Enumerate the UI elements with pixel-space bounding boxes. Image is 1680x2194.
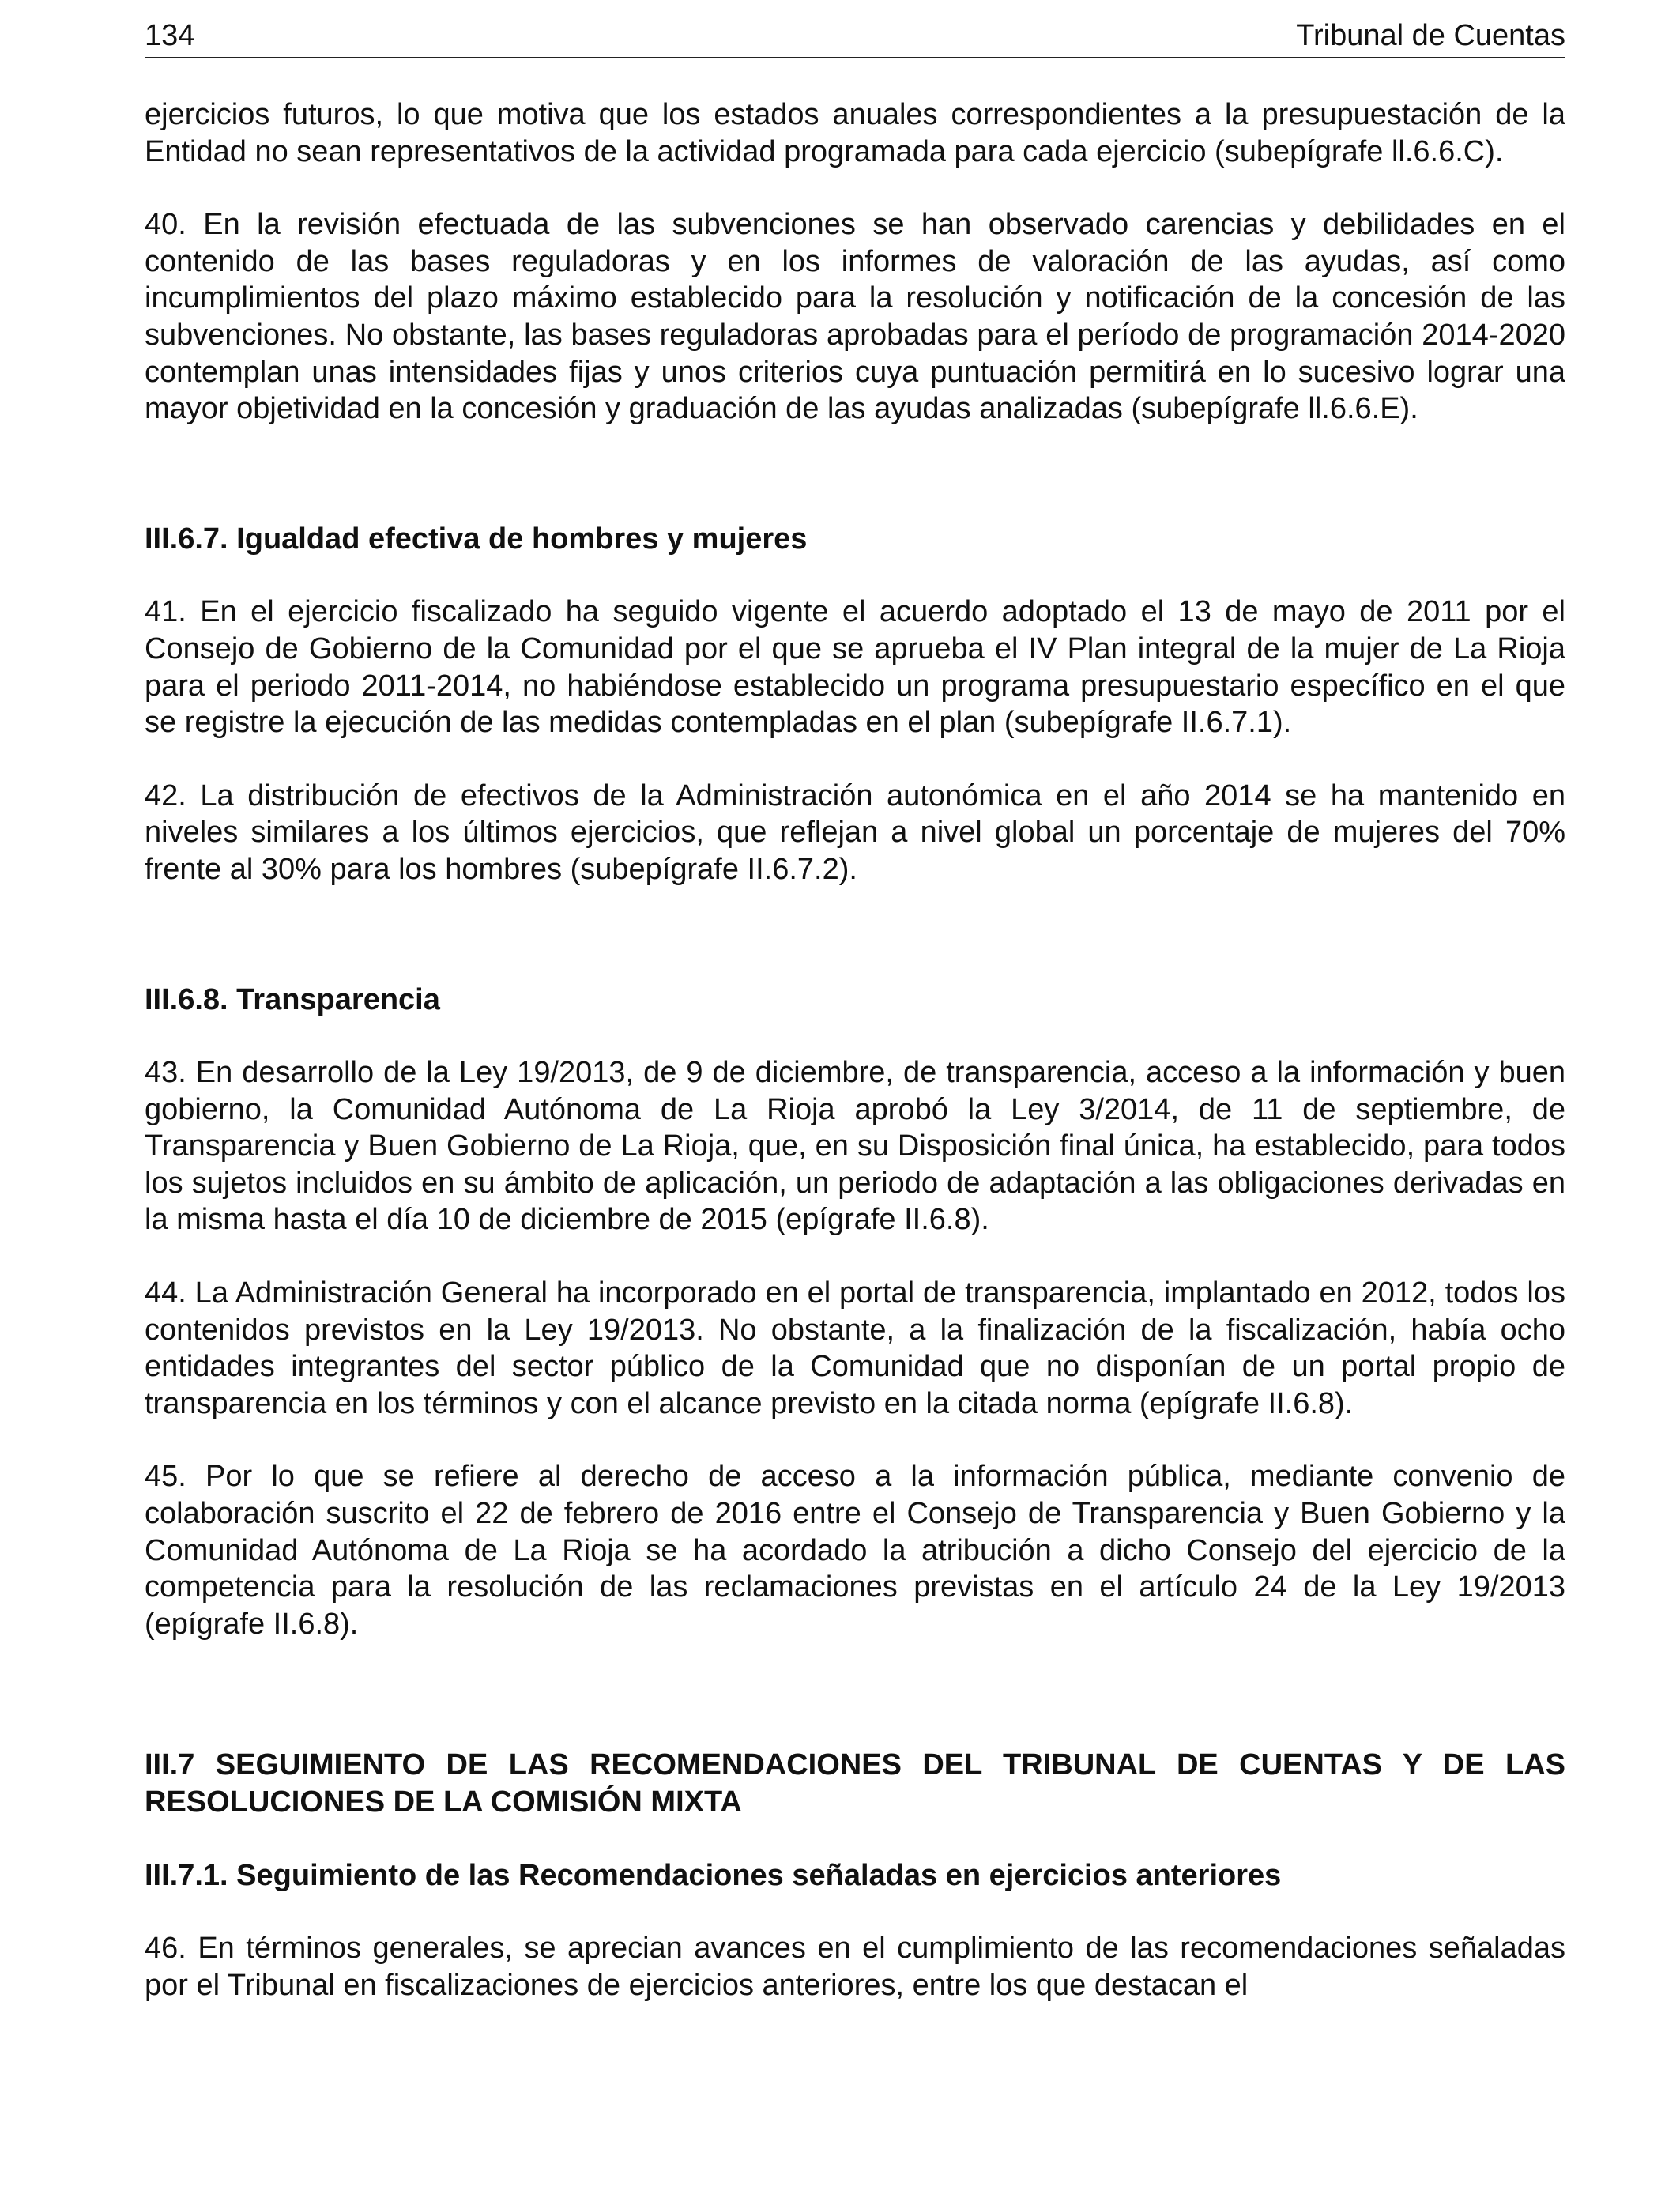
paragraph-39-continuation: ejercicios futuros, lo que motiva que los estados anuales correspondientes a la presupuestación de la Entidad no sean representativos de la actividad programada para cada ejercicio (subepígrafe ll.6.6.C). xyxy=(145,98,1565,168)
heading-III-6-7: III.6.7. Igualdad efectiva de hombres y mujeres xyxy=(145,522,808,556)
page-number: 134 xyxy=(145,19,195,52)
paragraph-42: 42. La distribución de efectivos de la Administración autonómica en el año 2014 se ha mantenido en niveles similares a los últimos ejercicios, que reflejan a nivel global un porcentaje de mujeres del 70% frente al 30% para los hombres (subepígrafe II.6.7.2). xyxy=(145,778,1565,886)
paragraph-45: 45. Por lo que se refiere al derecho de acceso a la información pública, mediante convenio de colaboración suscrito el 22 de febrero de 2016 entre el Consejo de Transparencia y Buen Gobierno y la Comunidad Autónoma de La Rioja se ha acordado la atribución a dicho Consejo del ejercicio de la competencia para la resolución de las reclamaciones previstas en el artículo 24 de la Ley 19/2013 (epígrafe II.6.8). xyxy=(145,1460,1565,1641)
running-header xyxy=(145,14,1565,58)
paragraph-46: 46. En términos generales, se aprecian avances en el cumplimiento de las recomendaciones señaladas por el Tribunal en fiscalizaciones de ejercicios anteriores, entre los que destacan el xyxy=(145,1932,1565,2002)
heading-III-7-1: III.7.1. Seguimiento de las Recomendaciones señaladas en ejercicios anteriores xyxy=(145,1858,1282,1892)
publication-title: Tribunal de Cuentas xyxy=(1296,19,1565,52)
heading-III-7: III.7 SEGUIMIENTO DE LAS RECOMENDACIONES DEL TRIBUNAL DE CUENTAS Y DE LAS RESOLUCIONES DE LA COMISIÓN MIXTA xyxy=(145,1748,1565,1819)
paragraph-40: 40. En la revisión efectuada de las subvenciones se han observado carencias y debilidades en el contenido de las bases reguladoras y en los informes de valoración de las ayudas, así como incumplimientos del plazo máximo establecido para la resolución y notificación de la concesión de las subvenciones. No obstante, las bases reguladoras aprobadas para el período de programación 2014-2020 contemplan unas intensidades fijas y unos criterios cuya puntuación permitirá en lo sucesivo lograr una mayor objetividad en la concesión y graduación de las ayudas analizadas (subepígrafe ll.6.6.E). xyxy=(145,208,1565,426)
paragraph-41: 41. En el ejercicio fiscalizado ha seguido vigente el acuerdo adoptado el 13 de mayo de 2011 por el Consejo de Gobierno de la Comunidad por el que se aprueba el IV Plan integral de la mujer de La Rioja para el periodo 2011-2014, no habiéndose establecido un programa presupuestario específico en el que se registre la ejecución de las medidas contempladas en el plan (subepígrafe II.6.7.1). xyxy=(145,595,1565,740)
document-body xyxy=(145,96,1565,2004)
paragraph-43: 43. En desarrollo de la Ley 19/2013, de 9 de diciembre, de transparencia, acceso a la información y buen gobierno, la Comunidad Autónoma de La Rioja aprobó la Ley 3/2014, de 11 de septiembre, de Transparencia y Buen Gobierno de La Rioja, que, en su Disposición final única, ha establecido, para todos los sujetos incluidos en su ámbito de aplicación, un periodo de adaptación a las obligaciones derivadas en la misma hasta el día 10 de diciembre de 2015 (epígrafe II.6.8). xyxy=(145,1056,1565,1237)
heading-III-6-8: III.6.8. Transparencia xyxy=(145,982,440,1016)
paragraph-44: 44. La Administración General ha incorporado en el portal de transparencia, implantado en 2012, todos los contenidos previstos en la Ley 19/2013. No obstante, a la finalización de la fiscalización, había ocho entidades integrantes del sector público de la Comunidad que no disponían de un portal propio de transparencia en los términos y con el alcance previsto en la citada norma (epígrafe II.6.8). xyxy=(145,1276,1565,1420)
